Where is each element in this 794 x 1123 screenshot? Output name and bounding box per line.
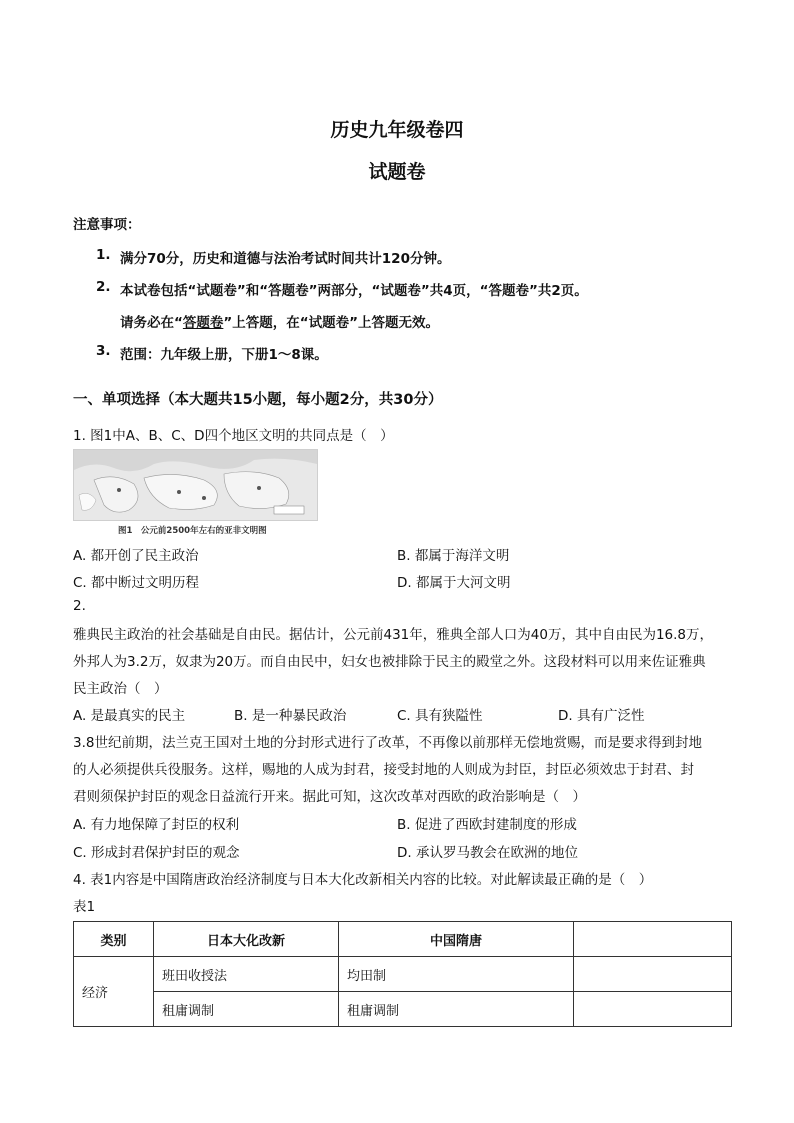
question-2-num: 2. [73,598,86,614]
question-2-line-2: 外邦人为3.2万，奴隶为20万。而自由民中，妇女也被排除于民主的殿堂之外。这段材料可以用来佐证雅典 [73,654,706,670]
q3-option-d: D. 承认罗马教会在欧洲的地位 [397,845,578,861]
comparison-table [73,921,732,1027]
table-cell [574,957,732,992]
page-subtitle: 试题卷 [368,161,426,183]
q2-option-d: D. 具有广泛性 [558,708,645,724]
table-header-empty [574,922,732,957]
notice-item-2-line2: 请务必在“答题卷”上答题，在“试题卷”上答题无效。 [120,315,439,331]
q1-option-d: D. 都属于大河文明 [397,575,511,591]
q3-option-b: B. 促进了西欧封建制度的形成 [397,817,577,833]
q2-option-a: A. 是最真实的民主 [73,708,186,724]
table-row [74,992,732,1027]
q2-option-b: B. 是一种暴民政治 [234,708,347,724]
table-header-japan: 日本大化改新 [154,922,339,957]
figure-caption: 图1 公元前2500年左右的亚非文明图 [118,526,267,536]
notice-item-2-num: 2. [96,279,111,295]
section-heading: 一、单项选择（本大题共15小题，每小题2分，共30分） [73,392,443,408]
q3-option-a: A. 有力地保障了封臣的权利 [73,817,240,833]
q1-option-b: B. 都属于海洋文明 [397,548,510,564]
notice-item-3: 范围：九年级上册，下册1～8课。 [120,347,328,363]
table-row [74,957,732,992]
map-image [74,450,317,520]
q1-option-c: C. 都中断过文明历程 [73,575,200,591]
table-header-row [74,922,732,957]
notice-item-1-num: 1. [96,247,111,263]
question-3-line-2: 的人必须提供兵役服务。这样，赐地的人成为封君，接受封地的人则成为封臣，封臣必须效忠于封君、封 [73,762,694,778]
question-3-line-1: 3.8世纪前期，法兰克王国对土地的分封形式进行了改革，不再像以前那样无偿地赏赐，而是要求得到封地 [73,735,702,751]
question-3-line-3: 君则须保护封臣的观念日益流行开来。据此可知，这次改革对西欧的政治影响是（ ） [73,789,586,805]
q1-option-a: A. 都开创了民主政治 [73,548,199,564]
notice-item-3-num: 3. [96,343,111,359]
q2-option-c: C. 具有狭隘性 [397,708,483,724]
table-cell: 均田制 [339,957,574,992]
table-label: 表1 [73,899,96,915]
notice-item-2: 本试卷包括“试题卷”和“答题卷”两部分，“试题卷”共4页，“答题卷”共2页。 [120,283,588,299]
table-header-china: 中国隋唐 [339,922,574,957]
table-cell: 租庸调制 [154,992,339,1027]
table-cell: 租庸调制 [339,992,574,1027]
q3-option-c: C. 形成封君保护封臣的观念 [73,845,240,861]
table-cell: 班田收授法 [154,957,339,992]
page-title: 历史九年级卷四 [330,119,464,141]
question-1-stem: 1. 图1中A、B、C、D四个地区文明的共同点是（ ） [73,428,394,444]
question-2-line-1: 雅典民主政治的社会基础是自由民。据估计，公元前431年，雅典全部人口为40万，其中自由民为16.8万， [73,627,714,643]
question-2-line-3: 民主政治（ ） [73,681,168,697]
map-figure [73,449,318,521]
notice-item-1: 满分70分，历史和道德与法治考试时间共计120分钟。 [120,251,451,267]
table-category-cell: 经济 [74,957,154,1027]
table-header-category: 类别 [74,922,154,957]
table-cell [574,992,732,1027]
notice-heading: 注意事项： [73,217,141,233]
question-4-stem: 4. 表1内容是中国隋唐政治经济制度与日本大化改新相关内容的比较。对此解读最正确的是（ ） [73,872,653,888]
